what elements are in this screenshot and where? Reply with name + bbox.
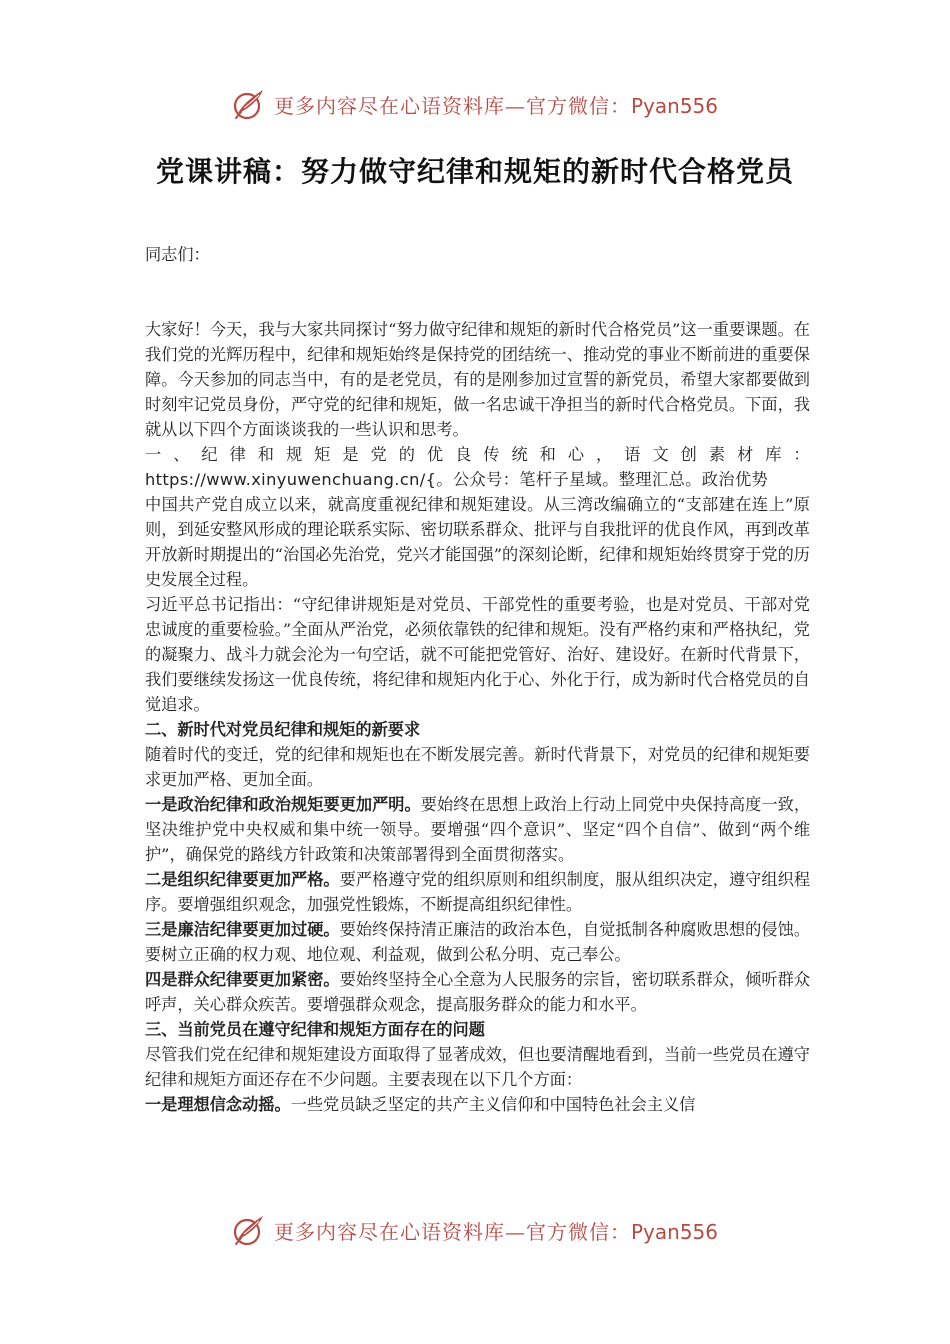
section-2-item [145,792,810,867]
quill-logo-icon [232,87,266,121]
watermark-text: 更多内容尽在心语资料库—官方微信：Pyan556 [273,93,718,118]
document-title: 党课讲稿：努力做守纪律和规矩的新时代合格党员 [155,155,794,188]
section-1-paragraph-2: 习近平总书记指出：“守纪律讲规矩是对党员、干部党性的重要考验，也是对党员、干部对党忠诚度的重要检验。”全面从严治党，必须依靠铁的纪律和规矩。没有严格约束和严格执纪，党的凝聚力、战斗力就会沦为一句空话，就不可能把党管好、治好、建设好。在新时代背景下，我们要继续发扬这一优良传统，将纪律和规矩内化于心、外化于行，成为新时代合格党员的自觉追求。 [145,595,810,714]
watermark-banner-bottom [0,1210,950,1250]
item-text: 一些党员缺乏坚定的共产主义信仰和中国特色社会主义信 [290,1095,696,1114]
section-1-paragraph-1: 中国共产党自成立以来，就高度重视纪律和规矩建设。从三湾改编确立的“支部建在连上”原则，到延安整风形成的理论联系实际、密切联系群众、批评与自我批评的优良作风，再到改革开放新时期提出的“治国必先治党，党兴才能国强”的深刻论断，纪律和规矩始终贯穿于党的历史发展全过程。 [145,495,810,589]
section-3-intro: 尽管我们党在纪律和规矩建设方面取得了显著成效，但也要清醒地看到，当前一些党员在遵守纪律和规矩方面还存在不少问题。主要表现在以下几个方面： [145,1045,810,1089]
document-body [145,242,810,1117]
section-2-item [145,867,810,917]
section-2-heading: 二、新时代对党员纪律和规矩的新要求 [145,720,421,739]
item-lead: 二是组织纪律要更加严格。 [145,870,340,889]
item-lead: 一是政治纪律和政治规矩要更加严明。 [145,795,421,814]
item-lead: 四是群众纪律要更加紧密。 [145,970,340,989]
item-lead: 一是理想信念动摇。 [145,1095,291,1114]
item-text: 要始终保持清正廉洁的政治本色，自觉抵制各种腐败思想的侵蚀。要树立正确的权力观、地位观、利益观，做到公私分明、克己奉公。 [145,920,811,964]
watermark-banner-top [0,84,950,124]
paragraph-spacer [145,292,810,317]
item-text: 要始终在思想上政治上行动上同党中央保持高度一致，坚决维护党中央权威和集中统一领导。要增强“四个意识”、坚定“四个自信”、做到“两个维护”，确保党的路线方针政策和决策部署得到全面贯彻落实。 [145,795,811,864]
section-2-item [145,967,810,1017]
quill-logo-icon [232,1213,266,1247]
section-3-item [145,1092,810,1117]
item-text: 要始终坚持全心全意为人民服务的宗旨，密切联系群众，倾听群众呼声，关心群众疾苦。要增强群众观念，提高服务群众的能力和水平。 [145,970,811,1014]
section-2-item [145,917,810,967]
watermark-text: 更多内容尽在心语资料库—官方微信：Pyan556 [273,1219,718,1244]
salutation: 同志们： [145,245,210,264]
section-1-heading: 一、纪律和规矩是党的优良传统和心，语文创素材库：https://www.xinyuwenchuang.cn/{。公众号：笔杆子星域。整理汇总。政治优势 [145,445,810,489]
item-text: 要严格遵守党的组织原则和组织制度，服从组织决定，遵守组织程序。要增强组织观念，加强党性锻炼，不断提高组织纪律性。 [145,870,811,914]
intro-paragraph: 大家好！今天，我与大家共同探讨“努力做守纪律和规矩的新时代合格党员”这一重要课题。在我们党的光辉历程中，纪律和规矩始终是保持党的团结统一、推动党的事业不断前进的重要保障。今天参加的同志当中，有的是老党员，有的是刚参加过宣誓的新党员，希望大家都要做到时刻牢记党员身份，严守党的纪律和规矩，做一名忠诚干净担当的新时代合格党员。下面，我就从以下四个方面谈谈我的一些认识和思考。 [145,320,810,439]
item-lead: 三是廉洁纪律要更加过硬。 [145,920,340,939]
section-3-heading: 三、当前党员在遵守纪律和规矩方面存在的问题 [145,1020,485,1039]
section-2-intro: 随着时代的变迁，党的纪律和规矩也在不断发展完善。新时代背景下，对党员的纪律和规矩要求更加严格、更加全面。 [145,745,810,789]
